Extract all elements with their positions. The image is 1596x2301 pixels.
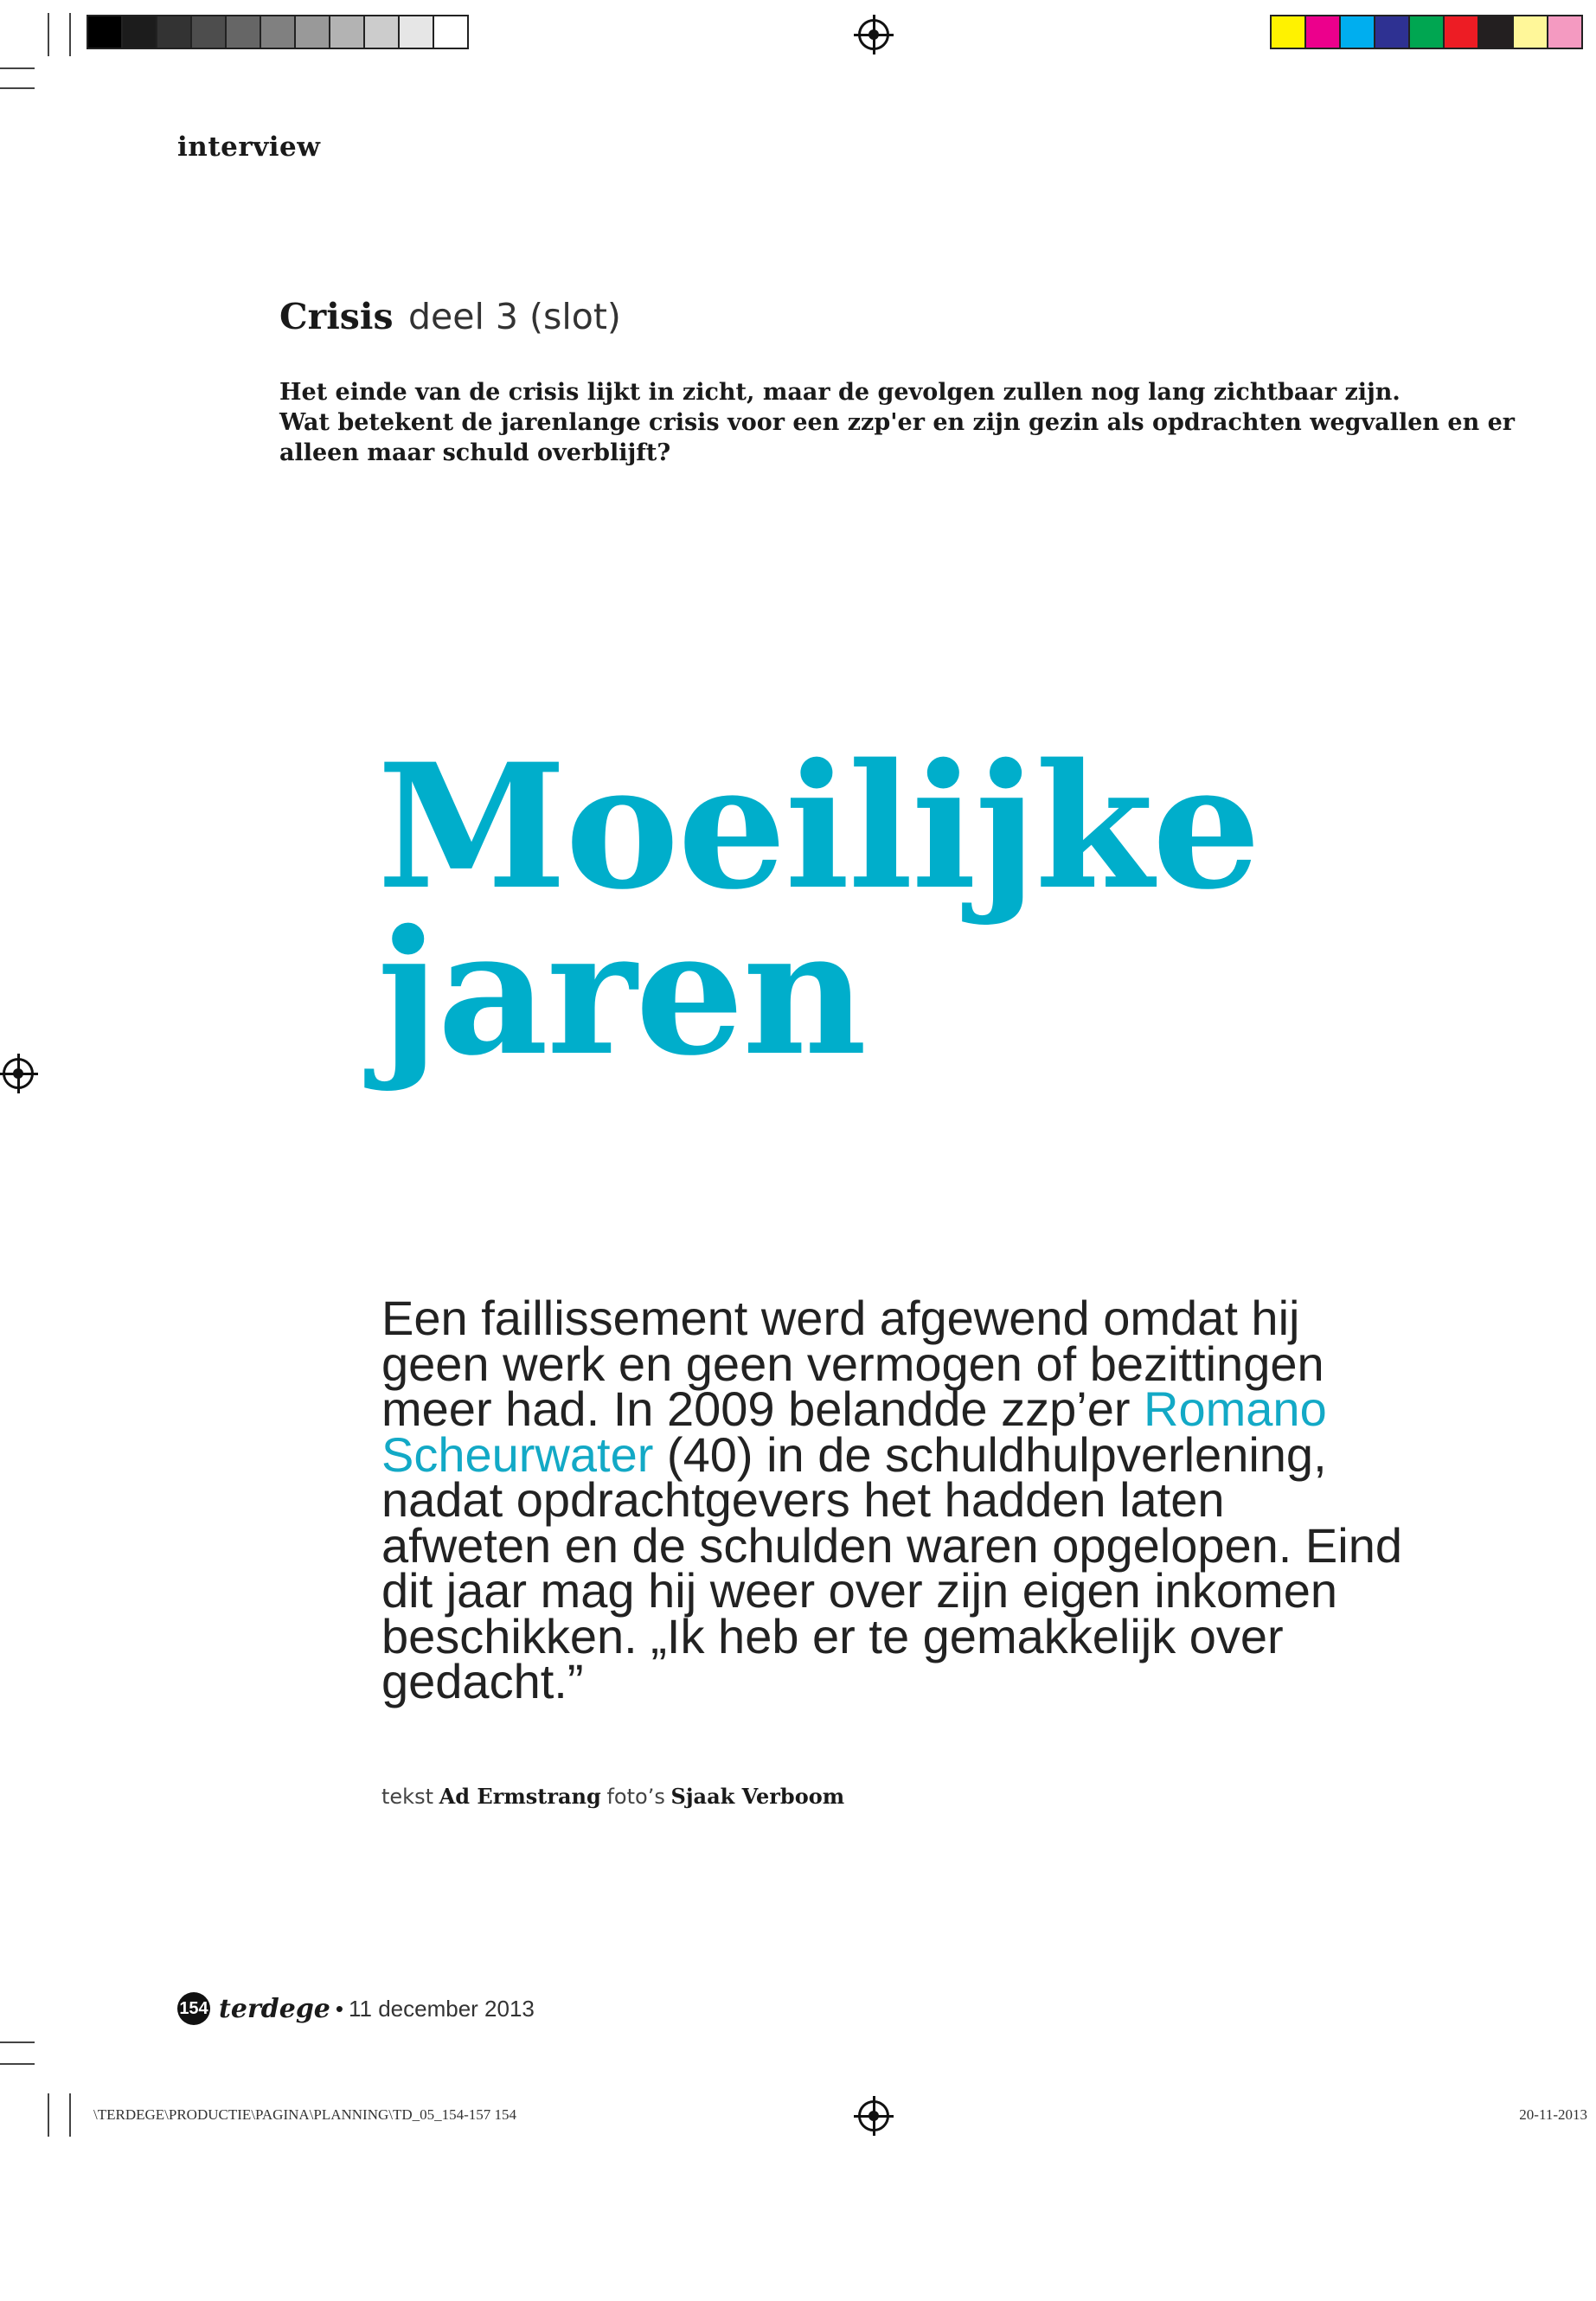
folio-bullet: • [335,1995,343,2022]
color-swatch [1272,16,1306,48]
series-kicker [279,296,621,337]
lead-paragraph [381,1291,1402,1708]
byline-text-label: tekst [381,1785,433,1809]
color-swatch [1341,16,1375,48]
byline-photo-label: foto’s [606,1785,665,1809]
crop-mark [69,13,71,56]
crop-mark [48,13,49,56]
color-swatch [1479,16,1514,48]
kicker-title: Crisis [279,296,394,337]
color-swatch [157,16,192,48]
issue-date: 11 december 2013 [349,1995,535,2022]
byline-author: Ad Ermstrang [439,1784,601,1809]
headline-line: Moeilijke [377,726,1259,927]
color-swatch [296,16,330,48]
headline-line: jaren [377,892,866,1093]
color-swatch [434,16,467,48]
section-label: interview [177,131,321,163]
crop-mark [0,87,35,89]
crop-mark [0,67,35,69]
color-swatch [400,16,434,48]
print-slug-path: \TERDEGE\PRODUCTIE\PAGINA\PLANNING\TD_05_154-157 154 [93,2106,517,2123]
registration-mark-icon [3,1058,34,1089]
magazine-logo: terdege [219,1993,330,2024]
lead-text: (40) in de schuldhulpverlening, nadat opdrachtgevers het hadden laten afweten en de schulden waren opgelopen. Eind dit jaar mag hij weer over zijn eigen inkomen beschikken. „Ik heb er te gemakkelijk over gedacht.” [381,1426,1402,1708]
color-swatch [88,16,123,48]
crop-mark [0,2041,35,2043]
registration-mark-icon [858,2100,889,2131]
page-folio [177,1992,535,2025]
intro-line: Het einde van de crisis lijkt in zicht, maar de gevolgen zullen nog lang zichtbaar zijn. [279,379,1401,406]
crop-mark [0,2063,35,2065]
color-swatch [365,16,400,48]
intro-line: Wat betekent de jarenlange crisis voor een zzp'er en zijn gezin als opdrachten wegvallen en er alleen maar schuld overblijft? [279,409,1516,466]
print-slug-date: 20-11-2013 [1519,2106,1587,2123]
registration-mark-icon [858,19,889,50]
color-calibration-bar [1270,15,1583,49]
color-swatch [330,16,365,48]
color-swatch [1514,16,1548,48]
intro-text [279,377,1525,468]
crop-mark [69,2093,71,2137]
headline [377,726,1259,1093]
byline-photographer: Sjaak Verboom [670,1784,845,1809]
grayscale-calibration-bar [87,15,469,49]
color-swatch [123,16,157,48]
color-swatch [1375,16,1410,48]
crop-mark [48,2093,49,2137]
color-swatch [261,16,296,48]
color-swatch [192,16,227,48]
color-swatch [1445,16,1479,48]
page-number: 154 [177,1992,210,2025]
color-swatch [1548,16,1581,48]
color-swatch [1410,16,1445,48]
byline [381,1784,844,1810]
subject-name: Romano Scheurwater [381,1381,1327,1482]
kicker-part: deel 3 (slot) [407,296,621,337]
lead-text: Een faillissement werd afgewend omdat hij geen werk en geen vermogen of bezittingen meer had. In 2009 belandde zzp’er [381,1291,1324,1436]
color-swatch [227,16,261,48]
color-swatch [1306,16,1341,48]
